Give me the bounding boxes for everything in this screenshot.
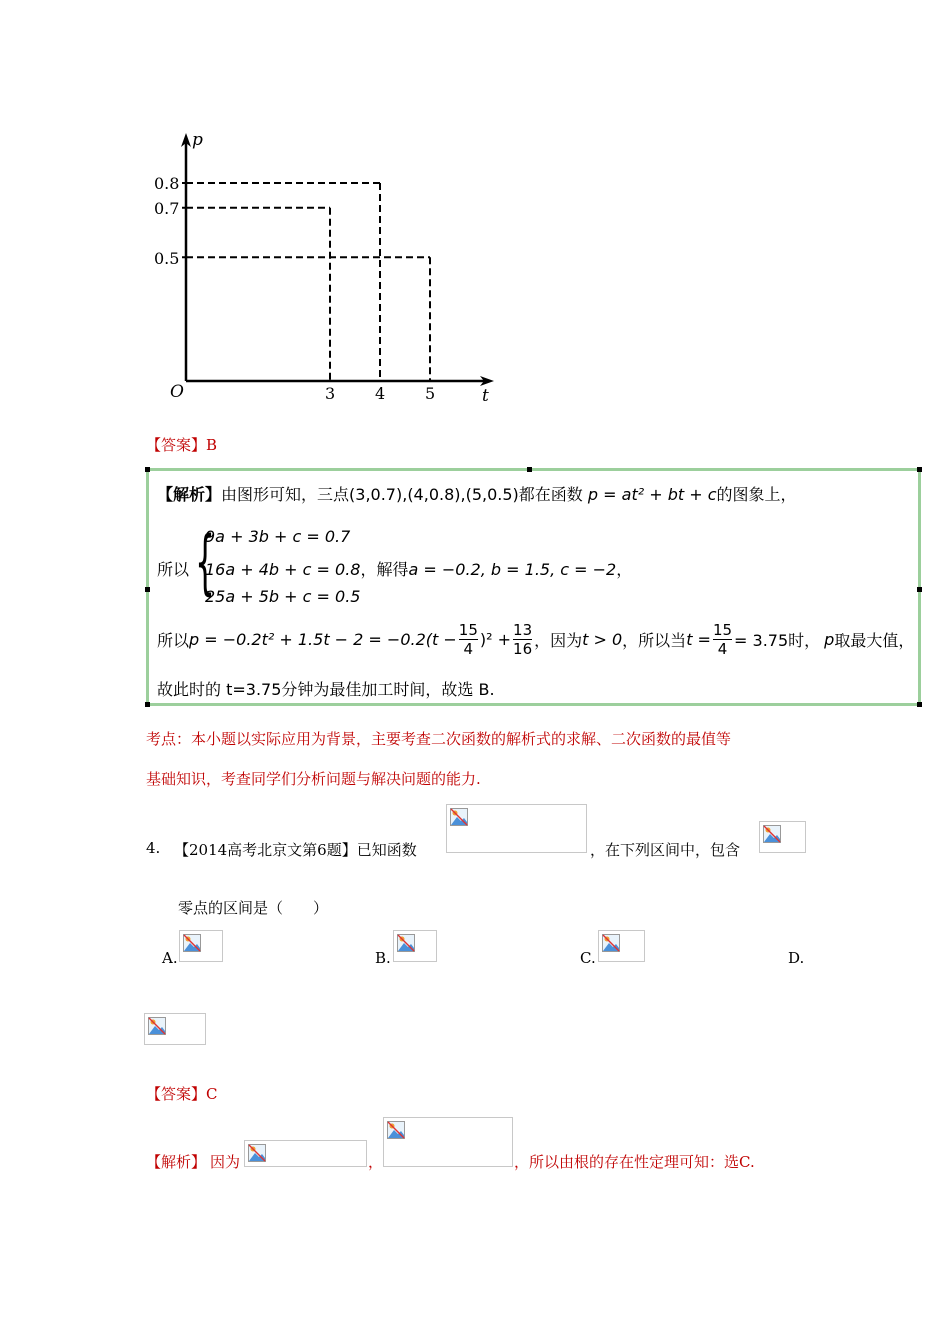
broken-image-icon bbox=[183, 934, 201, 952]
x-tick-label-4: 4 bbox=[375, 384, 386, 403]
fraction-15-4-b: $\frac{15}{4}$ bbox=[712, 621, 733, 658]
equation-2-line bbox=[205, 557, 632, 580]
suoyi-label: 所以 bbox=[157, 560, 190, 579]
quadratic-expr: p = −0.2t² + 1.5t − 2 = −0.2(t − bbox=[189, 630, 457, 649]
analysis2-text-a: 因为 bbox=[210, 1153, 241, 1171]
question-text-line2: 零点的区间是（ ） bbox=[178, 899, 329, 917]
resize-handle[interactable] bbox=[145, 467, 150, 472]
x-axis-label: t bbox=[482, 386, 489, 406]
option-b-label[interactable]: B. bbox=[375, 949, 391, 967]
analysis-image-box bbox=[146, 468, 921, 706]
analysis-tag: 【解析】 bbox=[157, 485, 222, 504]
answer-label: 【答案】 bbox=[146, 1085, 207, 1103]
solve-result: a = −0.2, b = 1.5, c = −2 bbox=[408, 560, 617, 579]
equation-3: 25a + 5b + c = 0.5 bbox=[205, 587, 361, 606]
broken-image-icon bbox=[397, 934, 415, 952]
fraction-13-16: $\frac{13}{16}$ bbox=[513, 621, 533, 658]
broken-image-icon bbox=[148, 1017, 166, 1035]
answer-value: B bbox=[206, 436, 218, 454]
analysis-line-1 bbox=[157, 482, 797, 505]
option-d-label[interactable]: D. bbox=[788, 949, 805, 967]
y-tick-label-0.7: 0.7 bbox=[154, 199, 180, 218]
solve-label: ，解得 bbox=[360, 560, 409, 579]
resize-handle[interactable] bbox=[917, 702, 922, 707]
analysis2-comma: ， bbox=[368, 1153, 384, 1171]
option-b-image[interactable] bbox=[393, 930, 437, 962]
p-t-graph bbox=[150, 125, 510, 410]
option-c-image[interactable] bbox=[598, 930, 645, 962]
analysis-text: ，因为 bbox=[534, 631, 583, 650]
answer-line-2 bbox=[146, 1083, 218, 1104]
option-d-image[interactable] bbox=[144, 1013, 206, 1045]
fraction-15-4: $\frac{15}{4}$ bbox=[458, 621, 478, 658]
kaodian-line-1: 考点：本小题以实际应用为背景，主要考查二次函数的解析式的求解、二次函数的最值等 bbox=[146, 730, 732, 748]
resize-handle[interactable] bbox=[145, 587, 150, 592]
kaodian-line-2: 基础知识，考查同学们分析问题与解决问题的能力. bbox=[146, 770, 481, 788]
dashed-guides bbox=[186, 183, 430, 381]
square-term: )² + bbox=[479, 630, 512, 649]
function-image bbox=[446, 804, 587, 853]
condition-expr: t > 0 bbox=[582, 630, 623, 649]
equation-brace: { bbox=[195, 521, 216, 603]
equation-1: 9a + 3b + c = 0.7 bbox=[205, 527, 351, 546]
analysis2-tag: 【解析】 bbox=[146, 1153, 207, 1171]
p-variable: p bbox=[824, 630, 835, 649]
answer-value: C bbox=[206, 1085, 218, 1103]
broken-image-icon bbox=[763, 825, 781, 843]
analysis-text: ，所以当 bbox=[622, 631, 687, 650]
analysis-line-3 bbox=[157, 621, 914, 658]
analysis-text: 由图形可知，三点 bbox=[221, 485, 350, 504]
answer-line bbox=[146, 434, 217, 455]
question-number: 4. bbox=[146, 839, 161, 857]
answer-label: 【答案】 bbox=[146, 436, 207, 454]
y-tick-label-0.5: 0.5 bbox=[154, 249, 180, 268]
option-a-label[interactable]: A. bbox=[162, 949, 178, 967]
option-a-image[interactable] bbox=[179, 930, 223, 962]
origin-label: O bbox=[170, 382, 184, 402]
question-source: 【2014高考北京文第6题】已知函数 bbox=[174, 841, 417, 859]
equation-2: 16a + 4b + c = 0.8 bbox=[205, 560, 361, 579]
t-equals: t = bbox=[686, 630, 711, 649]
analysis-text: 取最大值， bbox=[834, 631, 915, 650]
x-tick-label-3: 3 bbox=[325, 384, 336, 403]
option-c-label[interactable]: C. bbox=[580, 949, 596, 967]
points-text: (3,0.7),(4,0.8),(5,0.5) bbox=[349, 485, 519, 504]
analysis-line-4: 故此时的 t=3.75分钟为最佳加工时间，故选 B. bbox=[157, 680, 495, 699]
analysis2-image-2 bbox=[383, 1117, 513, 1167]
x-tick-label-5: 5 bbox=[425, 384, 436, 403]
resize-handle[interactable] bbox=[527, 467, 532, 472]
broken-image-icon bbox=[387, 1121, 405, 1139]
broken-image-icon bbox=[248, 1144, 266, 1162]
y-axis-label: p bbox=[192, 130, 203, 150]
question-text-mid: ，在下列区间中，包含 bbox=[590, 841, 741, 859]
analysis-text: = 3.75时， bbox=[734, 631, 821, 650]
analysis-text: 的图象上， bbox=[716, 485, 797, 504]
analysis-text: 都在函数 bbox=[518, 485, 583, 504]
resize-handle[interactable] bbox=[917, 587, 922, 592]
y-tick-label-0.8: 0.8 bbox=[154, 174, 180, 193]
analysis2-text-b: ，所以由根的存在性定理可知：选C. bbox=[514, 1153, 755, 1171]
solve-end: ， bbox=[616, 560, 633, 579]
resize-handle[interactable] bbox=[917, 467, 922, 472]
function-expr: p = at² + bt + c bbox=[587, 485, 717, 504]
resize-handle[interactable] bbox=[145, 702, 150, 707]
broken-image-icon bbox=[450, 808, 468, 826]
analysis2-image-1 bbox=[244, 1140, 367, 1167]
function-name-image bbox=[759, 821, 806, 853]
analysis-text: 所以 bbox=[157, 631, 190, 650]
broken-image-icon bbox=[602, 934, 620, 952]
